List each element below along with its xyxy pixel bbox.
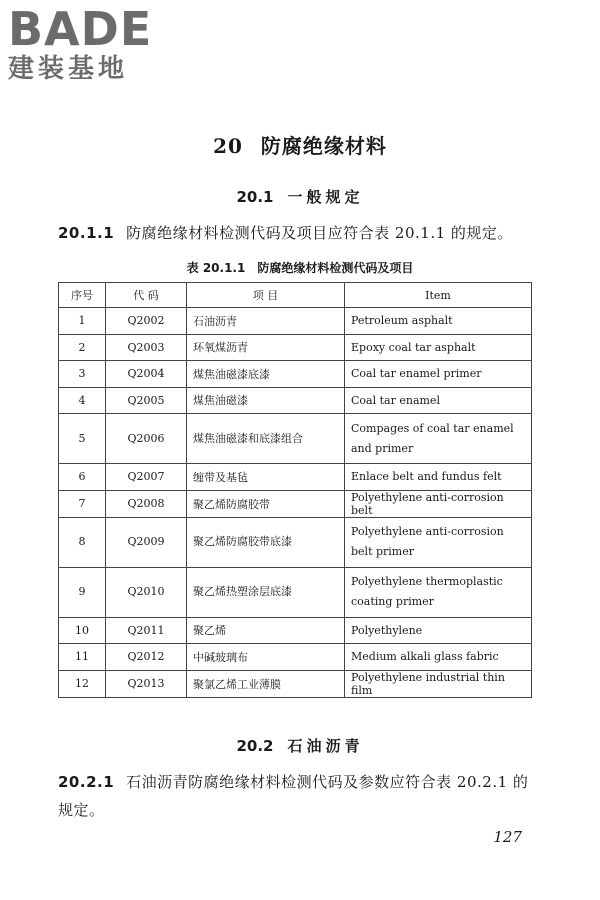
table-row xyxy=(59,464,532,491)
header-no: 序号 xyxy=(59,283,106,308)
cell-code: Q2006 xyxy=(106,414,187,464)
table-row xyxy=(59,334,532,361)
cell-item: 聚乙烯防腐胶带底漆 xyxy=(187,517,345,567)
cell-item: 聚乙烯 xyxy=(187,617,345,644)
section-name: 石油沥青 xyxy=(287,737,364,755)
table-row xyxy=(59,361,532,388)
table-header-row xyxy=(59,283,532,308)
header-item-en: Item xyxy=(345,283,532,308)
logo-brand: BADE xyxy=(8,2,153,56)
chapter-name: 防腐绝缘材料 xyxy=(260,134,387,158)
table-row xyxy=(59,387,532,414)
table-row xyxy=(59,490,532,517)
cell-item-en: Coal tar enamel primer xyxy=(345,361,532,388)
table-row xyxy=(59,644,532,671)
cell-item-en: Polyethylene thermoplastic coating primer xyxy=(345,567,532,617)
cell-code: Q2004 xyxy=(106,361,187,388)
section-number: 20.2 xyxy=(236,737,274,755)
cell-no: 8 xyxy=(59,517,106,567)
table-title: 防腐绝缘材料检测代码及项目 xyxy=(257,261,414,275)
cell-item-en: Enlace belt and fundus felt xyxy=(345,464,532,491)
chapter-number: 20 xyxy=(213,134,243,158)
cell-no: 1 xyxy=(59,308,106,335)
cell-no: 6 xyxy=(59,464,106,491)
cell-code: Q2011 xyxy=(106,617,187,644)
cell-no: 5 xyxy=(59,414,106,464)
header-item: 项 目 xyxy=(187,283,345,308)
cell-code: Q2003 xyxy=(106,334,187,361)
clause-number: 20.2.1 xyxy=(58,773,115,791)
logo-subtitle: 建装基地 xyxy=(8,54,129,84)
table-row xyxy=(59,617,532,644)
cell-no: 9 xyxy=(59,567,106,617)
table-caption xyxy=(0,259,600,276)
cell-item: 聚乙烯防腐胶带 xyxy=(187,490,345,517)
cell-code: Q2009 xyxy=(106,517,187,567)
table-number: 表 20.1.1 xyxy=(186,261,246,275)
cell-code: Q2008 xyxy=(106,490,187,517)
section-number: 20.1 xyxy=(236,188,274,206)
cell-item-en: Polyethylene anti-corrosion belt xyxy=(345,490,532,517)
cell-code: Q2010 xyxy=(106,567,187,617)
section-title-20-1 xyxy=(0,186,600,207)
clause-text: 石油沥青防腐绝缘材料检测代码及参数应符合表 20.2.1 的规定。 xyxy=(58,773,529,819)
cell-no: 3 xyxy=(59,361,106,388)
section-name: 一般规定 xyxy=(287,188,364,206)
table-row xyxy=(59,414,532,464)
cell-no: 4 xyxy=(59,387,106,414)
table-row xyxy=(59,517,532,567)
cell-item: 聚乙烯热塑涂层底漆 xyxy=(187,567,345,617)
clause-number: 20.1.1 xyxy=(58,224,115,242)
clause-text: 防腐绝缘材料检测代码及项目应符合表 20.1.1 的规定。 xyxy=(126,224,513,242)
cell-item-en: Coal tar enamel xyxy=(345,387,532,414)
cell-item-en: Polyethylene anti-corrosion belt primer xyxy=(345,517,532,567)
clause-20-1-1 xyxy=(58,219,538,247)
cell-code: Q2012 xyxy=(106,644,187,671)
table-row xyxy=(59,670,532,697)
cell-item-en: Polyethylene xyxy=(345,617,532,644)
cell-item: 聚氯乙烯工业薄膜 xyxy=(187,670,345,697)
table-row xyxy=(59,567,532,617)
chapter-title xyxy=(0,130,600,159)
cell-code: Q2007 xyxy=(106,464,187,491)
cell-code: Q2005 xyxy=(106,387,187,414)
cell-no: 7 xyxy=(59,490,106,517)
cell-item-en: Compages of coal tar enamel and primer xyxy=(345,414,532,464)
cell-item: 煤焦油磁漆 xyxy=(187,387,345,414)
cell-no: 12 xyxy=(59,670,106,697)
cell-item: 环氧煤沥青 xyxy=(187,334,345,361)
bade-logo xyxy=(8,2,153,84)
cell-code: Q2002 xyxy=(106,308,187,335)
cell-item: 中碱玻璃布 xyxy=(187,644,345,671)
page-number: 127 xyxy=(493,828,522,846)
cell-item-en: Medium alkali glass fabric xyxy=(345,644,532,671)
cell-no: 11 xyxy=(59,644,106,671)
cell-item: 煤焦油磁漆和底漆组合 xyxy=(187,414,345,464)
code-table xyxy=(58,282,532,698)
cell-item-en: Epoxy coal tar asphalt xyxy=(345,334,532,361)
cell-no: 2 xyxy=(59,334,106,361)
cell-code: Q2013 xyxy=(106,670,187,697)
table-row xyxy=(59,308,532,335)
cell-item: 缠带及基毡 xyxy=(187,464,345,491)
header-code: 代 码 xyxy=(106,283,187,308)
cell-item: 煤焦油磁漆底漆 xyxy=(187,361,345,388)
cell-item: 石油沥青 xyxy=(187,308,345,335)
section-title-20-2 xyxy=(0,735,600,756)
cell-item-en: Petroleum asphalt xyxy=(345,308,532,335)
clause-20-2-1 xyxy=(58,768,538,824)
cell-item-en: Polyethylene industrial thin film xyxy=(345,670,532,697)
cell-no: 10 xyxy=(59,617,106,644)
